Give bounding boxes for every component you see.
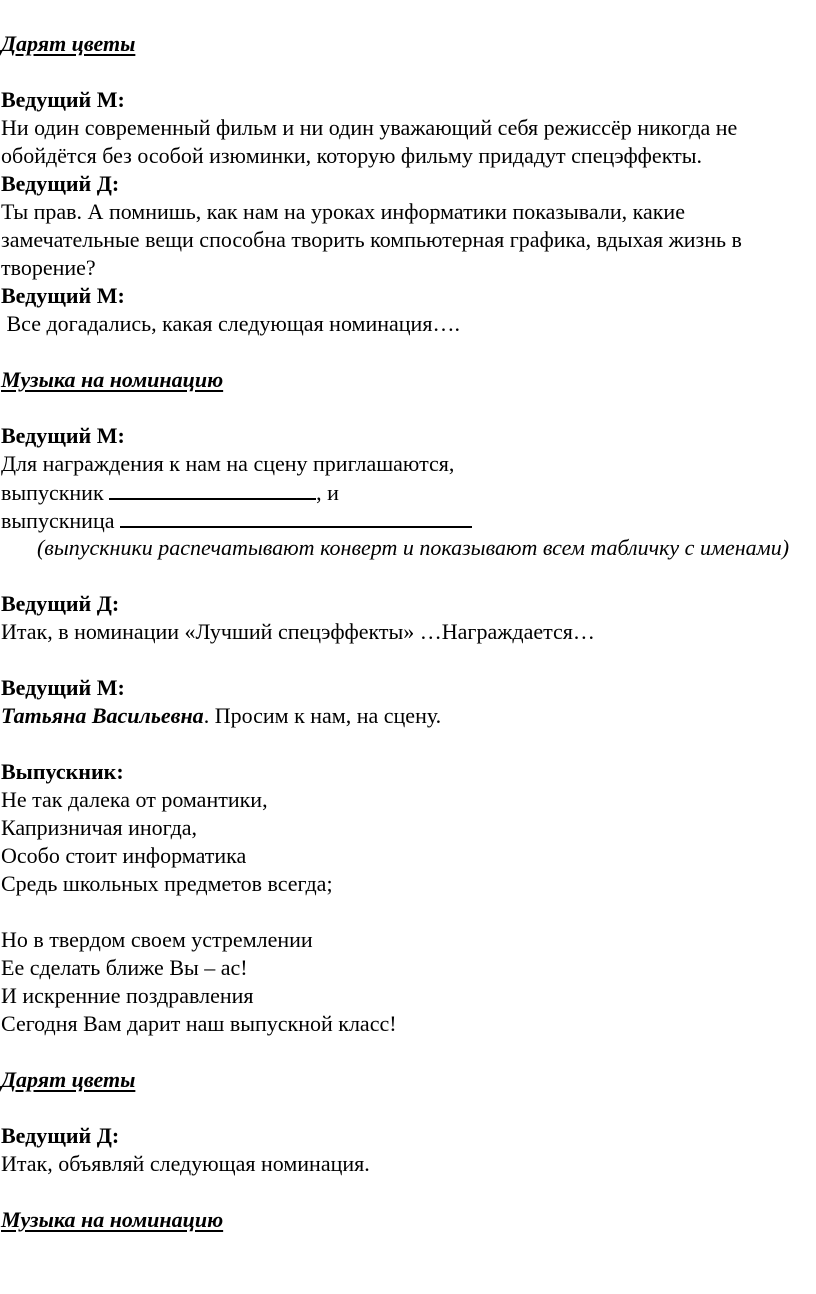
poem-line: Не так далека от романтики,: [1, 787, 268, 812]
graduate-male-line: [0, 478, 816, 506]
speech-text: Ты прав. А помнишь, как нам на уроках информатики показывали, какие замечательные вещи способна творить компьютерная графика, вдыхая жизнь в творение?: [1, 199, 742, 280]
poem-line: Но в твердом своем устремлении: [1, 927, 313, 952]
speech-text: Все догадались, какая следующая номинация….: [1, 311, 460, 336]
speaker-label: Ведущий М:: [1, 675, 125, 700]
stage-direction-flowers: Дарят цветы: [1, 31, 136, 56]
speech-text: Итак, объявляй следующая номинация.: [1, 1151, 370, 1176]
blank-line: [0, 1094, 816, 1122]
speaker-label: Ведущий Д:: [1, 591, 120, 616]
graduate-female-blank: [120, 506, 472, 528]
document-page: [0, 30, 816, 1234]
stage-direction-music: Музыка на номинацию: [1, 367, 224, 392]
honoree-name: Татьяна Васильевна: [1, 703, 204, 728]
graduate-male-blank: [109, 478, 316, 500]
speaker-label: Выпускник:: [1, 759, 124, 784]
speech-text: Для награждения к нам на сцену приглашаются,: [1, 451, 455, 476]
stage-direction-music: Музыка на номинацию: [1, 1207, 224, 1232]
honoree-invite: . Просим к нам, на сцену.: [203, 703, 442, 728]
graduate-female-label: выпускница: [1, 508, 120, 533]
stage-direction-envelope: (выпускники распечатывают конверт и показывают всем табличку с именами): [36, 535, 790, 560]
blank-line: [0, 338, 816, 366]
speech-text-honoree: [0, 702, 816, 730]
blank-line: [0, 58, 816, 86]
speaker-label: Ведущий М:: [1, 423, 125, 448]
blank-line: [0, 1178, 816, 1206]
speaker-label: Ведущий Д:: [1, 171, 120, 196]
speech-text: Ни один современный фильм и ни один уважающий себя режиссёр никогда не обойдётся без особой изюминки, которую фильму придадут спецэффекты.: [1, 115, 738, 168]
poem-line: Средь школьных предметов всегда;: [1, 871, 333, 896]
speaker-label: Ведущий М:: [1, 283, 125, 308]
poem-line: И искренние поздравления: [1, 983, 254, 1008]
graduate-male-label: выпускник: [1, 480, 110, 505]
poem-line: Ее сделать ближе Вы – ас!: [1, 955, 248, 980]
blank-line: [0, 646, 816, 674]
stage-direction-flowers: Дарят цветы: [1, 1067, 136, 1092]
blank-line: [0, 562, 816, 590]
graduate-male-suffix: , и: [316, 480, 339, 505]
blank-line: [0, 730, 816, 758]
blank-line: [0, 394, 816, 422]
graduate-female-line: [0, 506, 816, 534]
speech-text: Итак, в номинации «Лучший спецэффекты» …Награждается…: [1, 619, 595, 644]
blank-line: [0, 898, 816, 926]
blank-line: [0, 1038, 816, 1066]
speaker-label: Ведущий Д:: [1, 1123, 120, 1148]
poem-line: Капризничая иногда,: [1, 815, 198, 840]
poem-line: Сегодня Вам дарит наш выпускной класс!: [1, 1011, 397, 1036]
speaker-label: Ведущий М:: [1, 87, 125, 112]
poem-line: Особо стоит информатика: [1, 843, 247, 868]
